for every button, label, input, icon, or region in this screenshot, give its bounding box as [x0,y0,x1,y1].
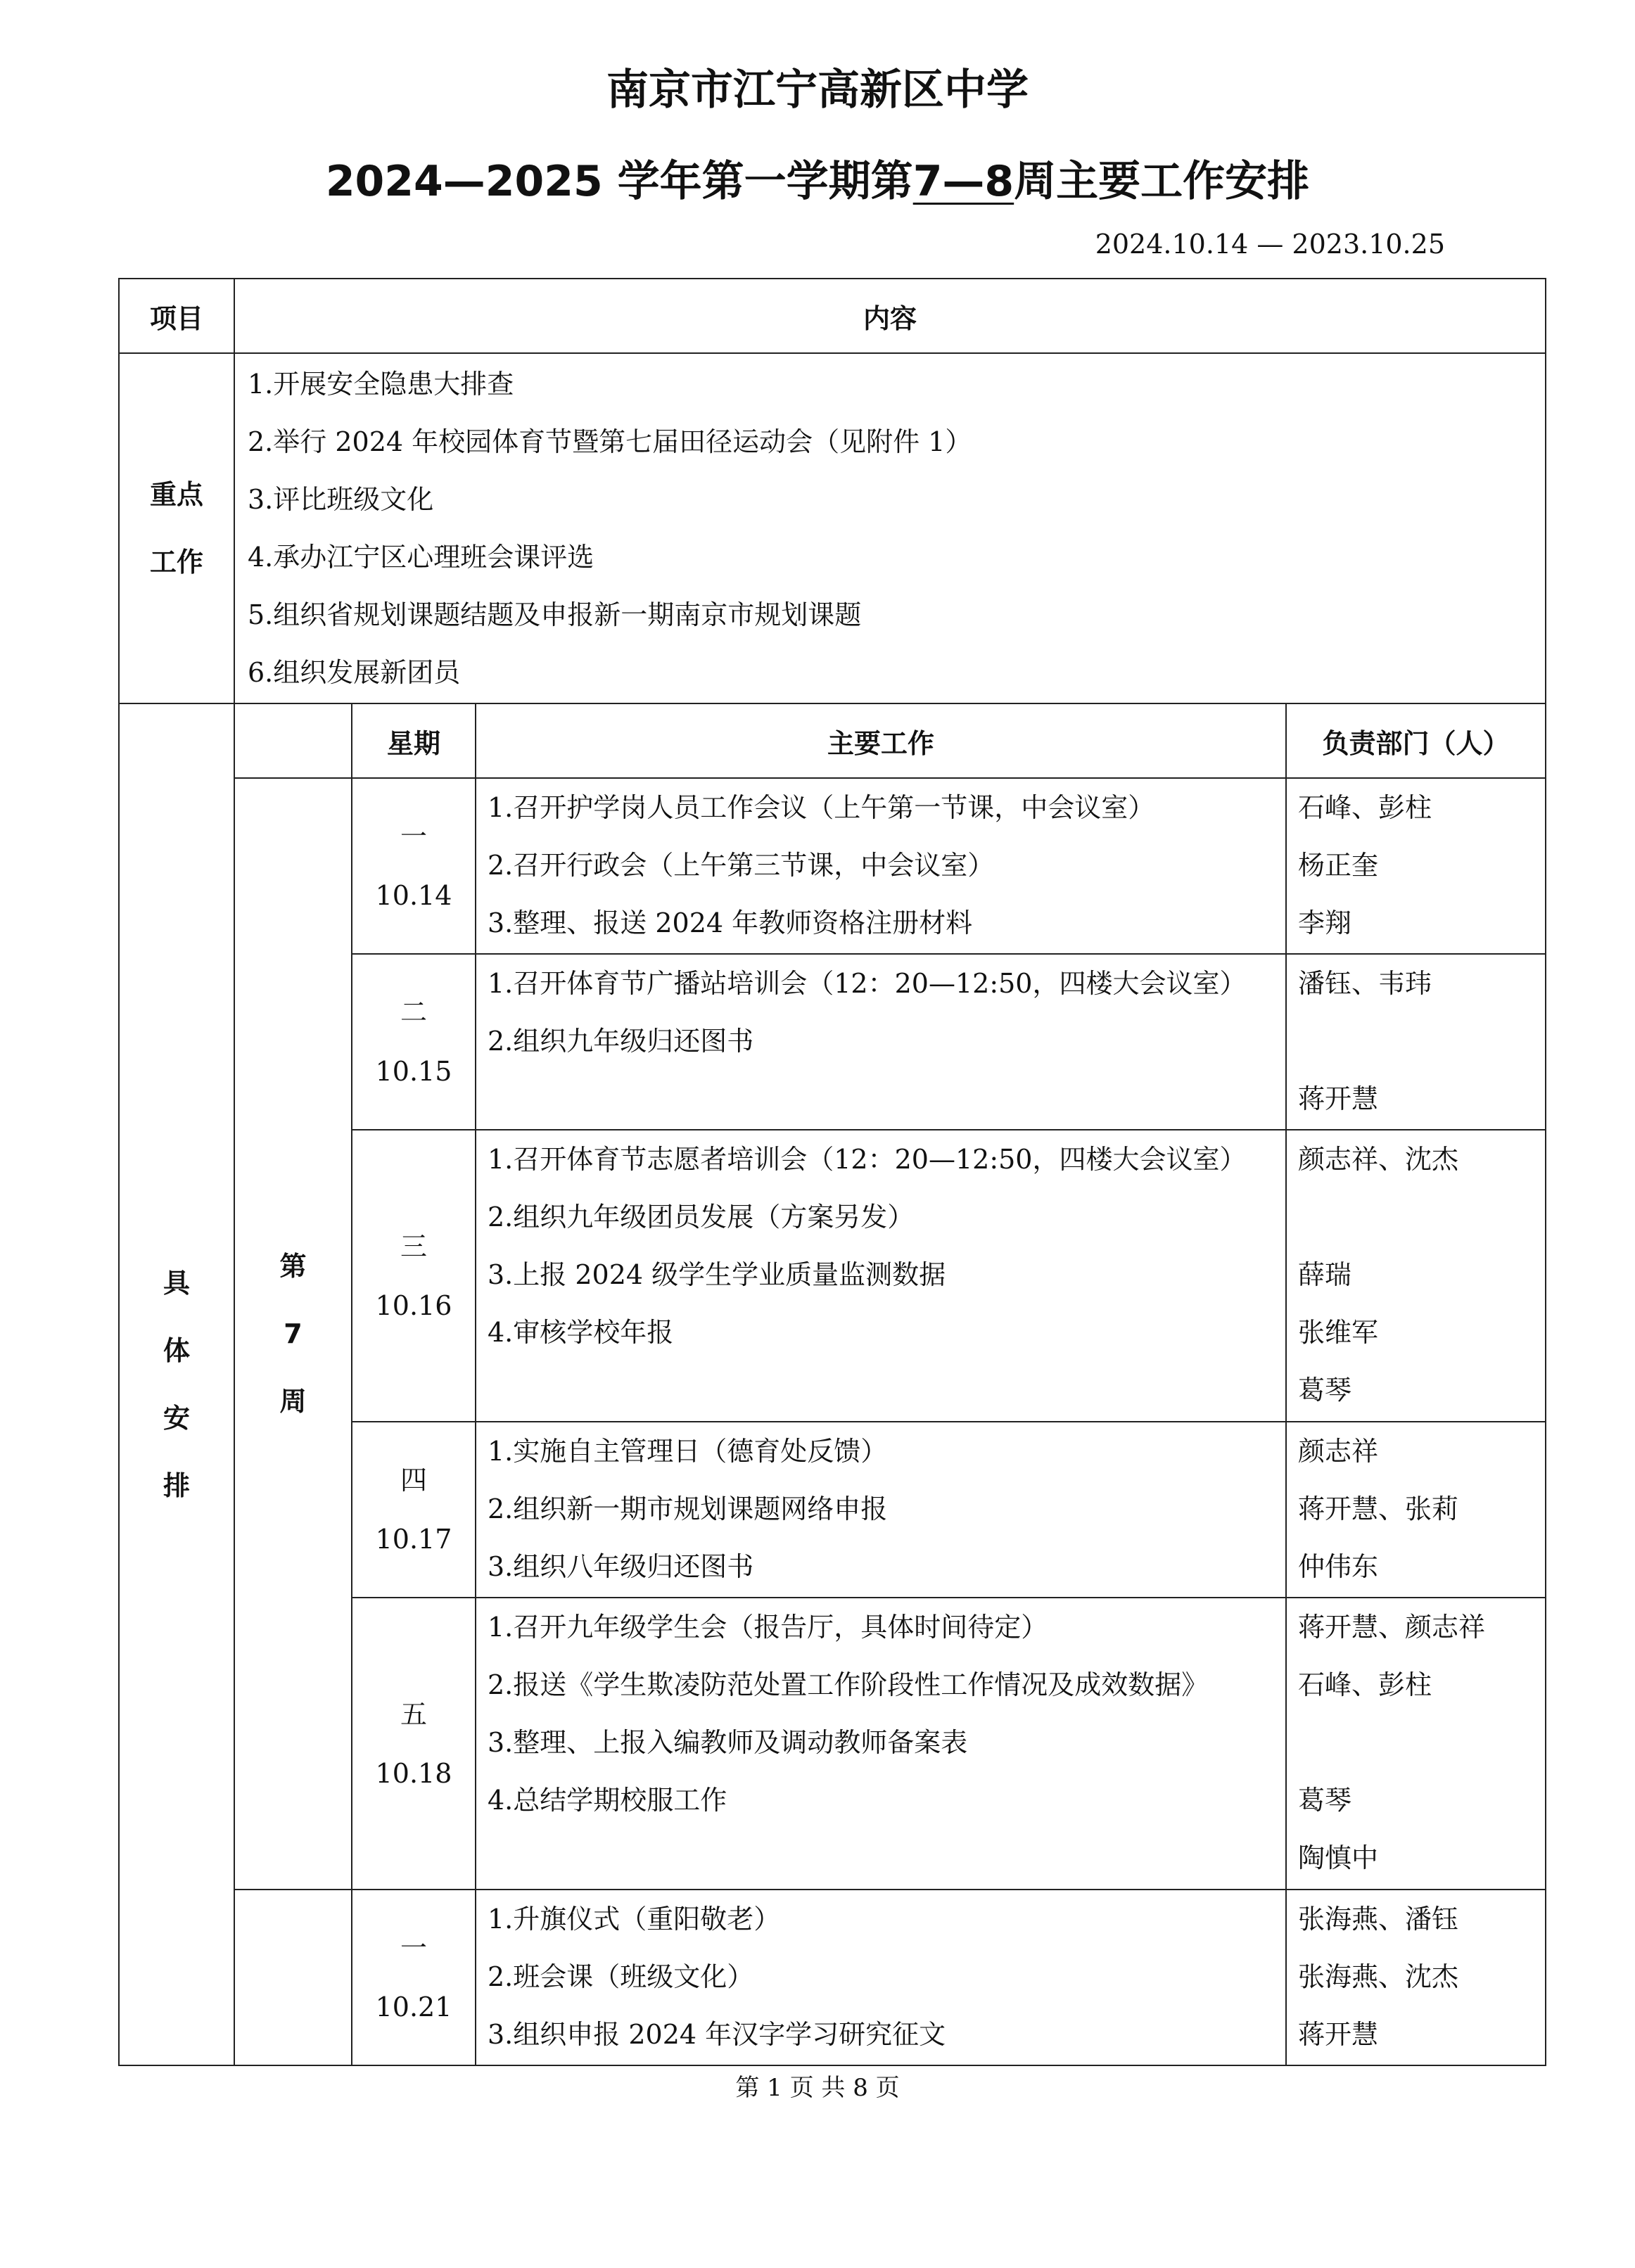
schedule-table [118,278,1546,2066]
tasks-cell: 1.实施自主管理日（德育处反馈） 2.组织新一期市规划课题网络申报 3.组织八年级归还图书 [476,1422,1286,1598]
col-project-header: 项目 [119,279,234,353]
tasks-cell: 1.召开九年级学生会（报告厅，具体时间待定） 2.报送《学生欺凌防范处置工作阶段性工作情况及成效数据》 3.整理、上报入编教师及调动教师备案表 4.总结学期校服工作 [476,1598,1286,1890]
blank-cell [234,1890,352,2065]
list-item: 6.组织发展新团员 [248,657,461,688]
list-item: 5.组织省规划课题结题及申报新一期南京市规划课题 [248,599,862,630]
schedule-title-prefix: 2024—2025 学年第一学期第 [325,157,913,206]
schedule-title [0,148,1635,208]
key-work-row [119,353,1546,703]
blank-cell [234,703,352,778]
schedule-label: 具 体 安 排 [119,703,234,2065]
key-work-list [234,353,1546,703]
day-cell: 三 10.16 [352,1130,476,1422]
week-label: 第 7 周 [234,778,352,1890]
tasks-cell: 1.召开护学岗人员工作会议（上午第一节课，中会议室） 2.召开行政会（上午第三节课，中会议室） 3.整理、报送 2024 年教师资格注册材料 [476,778,1286,954]
owner-cell: 石峰、彭柱 杨正奎 李翔 [1286,778,1546,954]
date-range: 2024.10.14 — 2023.10.25 [1095,229,1445,260]
weekday-header: 星期 [352,703,476,778]
schedule-subheader-row [119,703,1546,778]
day-cell: 一 10.14 [352,778,476,954]
col-content-header: 内容 [234,279,1546,353]
schedule-title-weeks: 7—8 [912,157,1014,206]
tasks-cell: 1.召开体育节志愿者培训会（12：20—12:50，四楼大会议室） 2.组织九年级团员发展（方案另发） 3.上报 2024 级学生学业质量监测数据 4.审核学校年报 [476,1130,1286,1422]
day-cell: 四 10.17 [352,1422,476,1598]
list-item: 1.开展安全隐患大排查 [248,369,514,400]
day-cell: 一 10.21 [352,1890,476,2065]
schedule-title-suffix: 周主要工作安排 [1014,157,1310,206]
owner-cell: 颜志祥 蒋开慧、张莉 仲伟东 [1286,1422,1546,1598]
school-title: 南京市江宁高新区中学 [606,65,1029,115]
day-cell: 五 10.18 [352,1598,476,1890]
table-header-row [119,279,1546,353]
table-row [119,1890,1546,2065]
responsible-header: 负责部门（人） [1286,703,1546,778]
list-item: 2.举行 2024 年校园体育节暨第七届田径运动会（见附件 1） [248,426,972,457]
day-cell: 二 10.15 [352,954,476,1130]
tasks-cell: 1.升旗仪式（重阳敬老） 2.班会课（班级文化） 3.组织申报 2024 年汉字学习研究征文 [476,1890,1286,2065]
tasks-cell: 1.召开体育节广播站培训会（12：20—12:50，四楼大会议室） 2.组织九年级归还图书 [476,954,1286,1130]
owner-cell: 颜志祥、沈杰 薛瑞 张维军 葛琴 [1286,1130,1546,1422]
key-work-label: 重点 工作 [119,353,234,703]
list-item: 4.承办江宁区心理班会课评选 [248,542,594,573]
main-work-header: 主要工作 [476,703,1286,778]
list-item: 3.评比班级文化 [248,484,434,515]
page-number: 第 1 页 共 8 页 [735,2074,900,2102]
owner-cell: 张海燕、潘钰 张海燕、沈杰 蒋开慧 [1286,1890,1546,2065]
owner-cell: 蒋开慧、颜志祥 石峰、彭柱 葛琴 陶慎中 [1286,1598,1546,1890]
table-row [119,778,1546,954]
owner-cell: 潘钰、韦玮 蒋开慧 [1286,954,1546,1130]
